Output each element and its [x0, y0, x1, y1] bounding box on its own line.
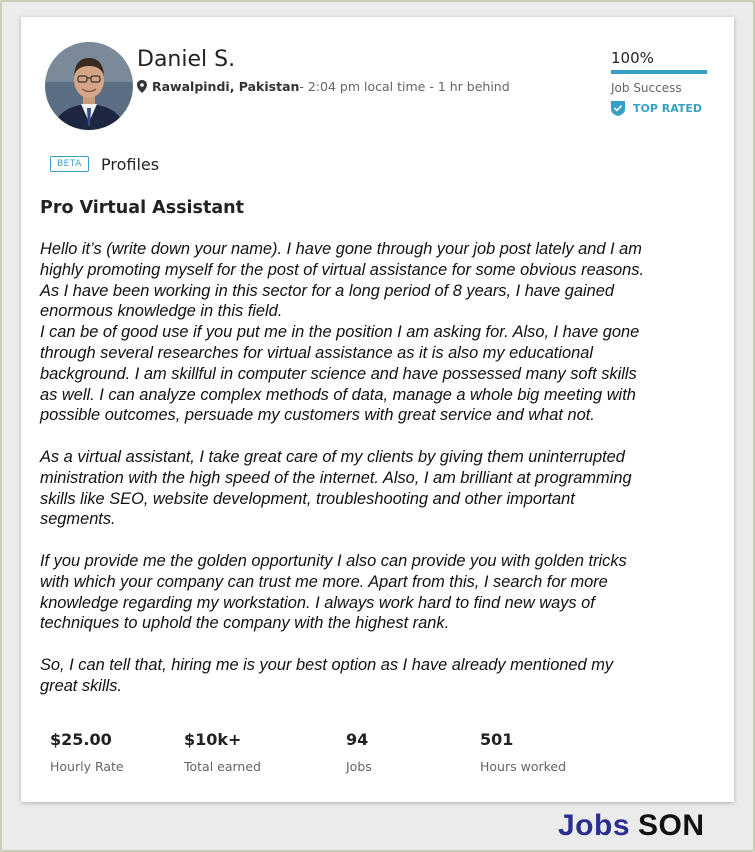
stat-hourly-rate [50, 730, 124, 774]
overview-line: I can be of good use if you put me in the position I am asking for. Also, I have gone [40, 323, 640, 342]
shield-icon [611, 101, 625, 116]
jobsson-watermark-logo [558, 806, 705, 846]
stat-value: $10k+ [184, 730, 242, 749]
overview-line: enormous knowledge in this field. [40, 302, 283, 321]
freelancer-name: Daniel S. [137, 47, 236, 72]
avatar-photo [45, 42, 133, 130]
overview-paragraph [40, 447, 720, 530]
stat-value: $25.00 [50, 730, 112, 749]
beta-tag: BETA [50, 156, 89, 172]
overview-line: with which your company can trust me more. Apart from this, I search for more [40, 572, 608, 591]
stat-label: Hourly Rate [50, 759, 124, 774]
overview-line: If you provide me the golden opportunity I also can provide you with golden tricks [40, 551, 627, 570]
overview-line: great skills. [40, 676, 122, 695]
stat-label: Hours worked [480, 759, 567, 774]
overview-line: as well. I can analyze complex methods of data, manage a whole big meeting with [40, 385, 636, 404]
job-success-bar-fill [611, 70, 707, 74]
overview-line: Hello it’s (write down your name). I have gone through your job post lately and I am [40, 240, 642, 258]
freelancer-profile-card [21, 17, 734, 802]
overview-line: techniques to uphold the company with the highest rank. [40, 614, 450, 633]
profiles-title[interactable]: Profiles [101, 155, 160, 174]
overview-line: highly promoting myself for the post of virtual assistance for some obvious reasons. [40, 260, 645, 279]
location-pin-icon [137, 80, 147, 93]
overview-line: ministration with the high speed of the internet. Also, I am brilliant at programming [40, 468, 632, 487]
job-success-value: 100% [611, 49, 654, 67]
overview-line: through several researches for virtual assistance as it is also my educational [40, 343, 593, 362]
profile-stats [50, 730, 710, 780]
local-time: - 2:04 pm local time - 1 hr behind [299, 79, 510, 94]
location-city: Rawalpindi, Pakistan [152, 79, 300, 94]
overview-line: segments. [40, 510, 116, 529]
profile-headline: Pro Virtual Assistant [40, 198, 244, 218]
overview-line: As I have been working in this sector for a long period of 8 years, I have gained [40, 281, 615, 300]
job-success-bar [611, 70, 707, 74]
stat-total-earned [184, 730, 261, 774]
overview-line: So, I can tell that, hiring me is your best option as I have already mentioned my [40, 655, 614, 674]
overview-paragraph [40, 551, 720, 634]
profile-overview [40, 239, 720, 717]
avatar[interactable] [45, 42, 133, 130]
stat-hours-worked [480, 730, 566, 774]
overview-paragraph [40, 655, 720, 697]
logo-text-jobs: Jobs [558, 809, 631, 842]
stat-value: 501 [480, 730, 514, 749]
top-rated-badge[interactable] [611, 101, 707, 116]
location-line [137, 79, 510, 94]
logo-text-son: SON [638, 809, 705, 842]
stat-label: Total earned [184, 759, 261, 774]
job-success-label: Job Success [611, 81, 682, 95]
overview-line: background. I am skillful in computer science and have possessed many soft skills [40, 364, 637, 383]
top-rated-label: TOP RATED [633, 102, 703, 115]
stat-jobs [346, 730, 372, 774]
job-success-widget [611, 49, 707, 116]
overview-line: knowledge regarding my workstation. I always work hard to find new ways of [40, 593, 595, 612]
overview-paragraph [40, 239, 720, 426]
overview-line: As a virtual assistant, I take great care of my clients by giving them uninterrupted [40, 447, 625, 466]
overview-line: possible outcomes, persuade my customers with great service and what not. [40, 406, 595, 425]
stat-label: Jobs [346, 759, 372, 774]
overview-line: skills like SEO, website development, troubleshooting and other important [40, 489, 575, 508]
stat-value: 94 [346, 730, 369, 749]
